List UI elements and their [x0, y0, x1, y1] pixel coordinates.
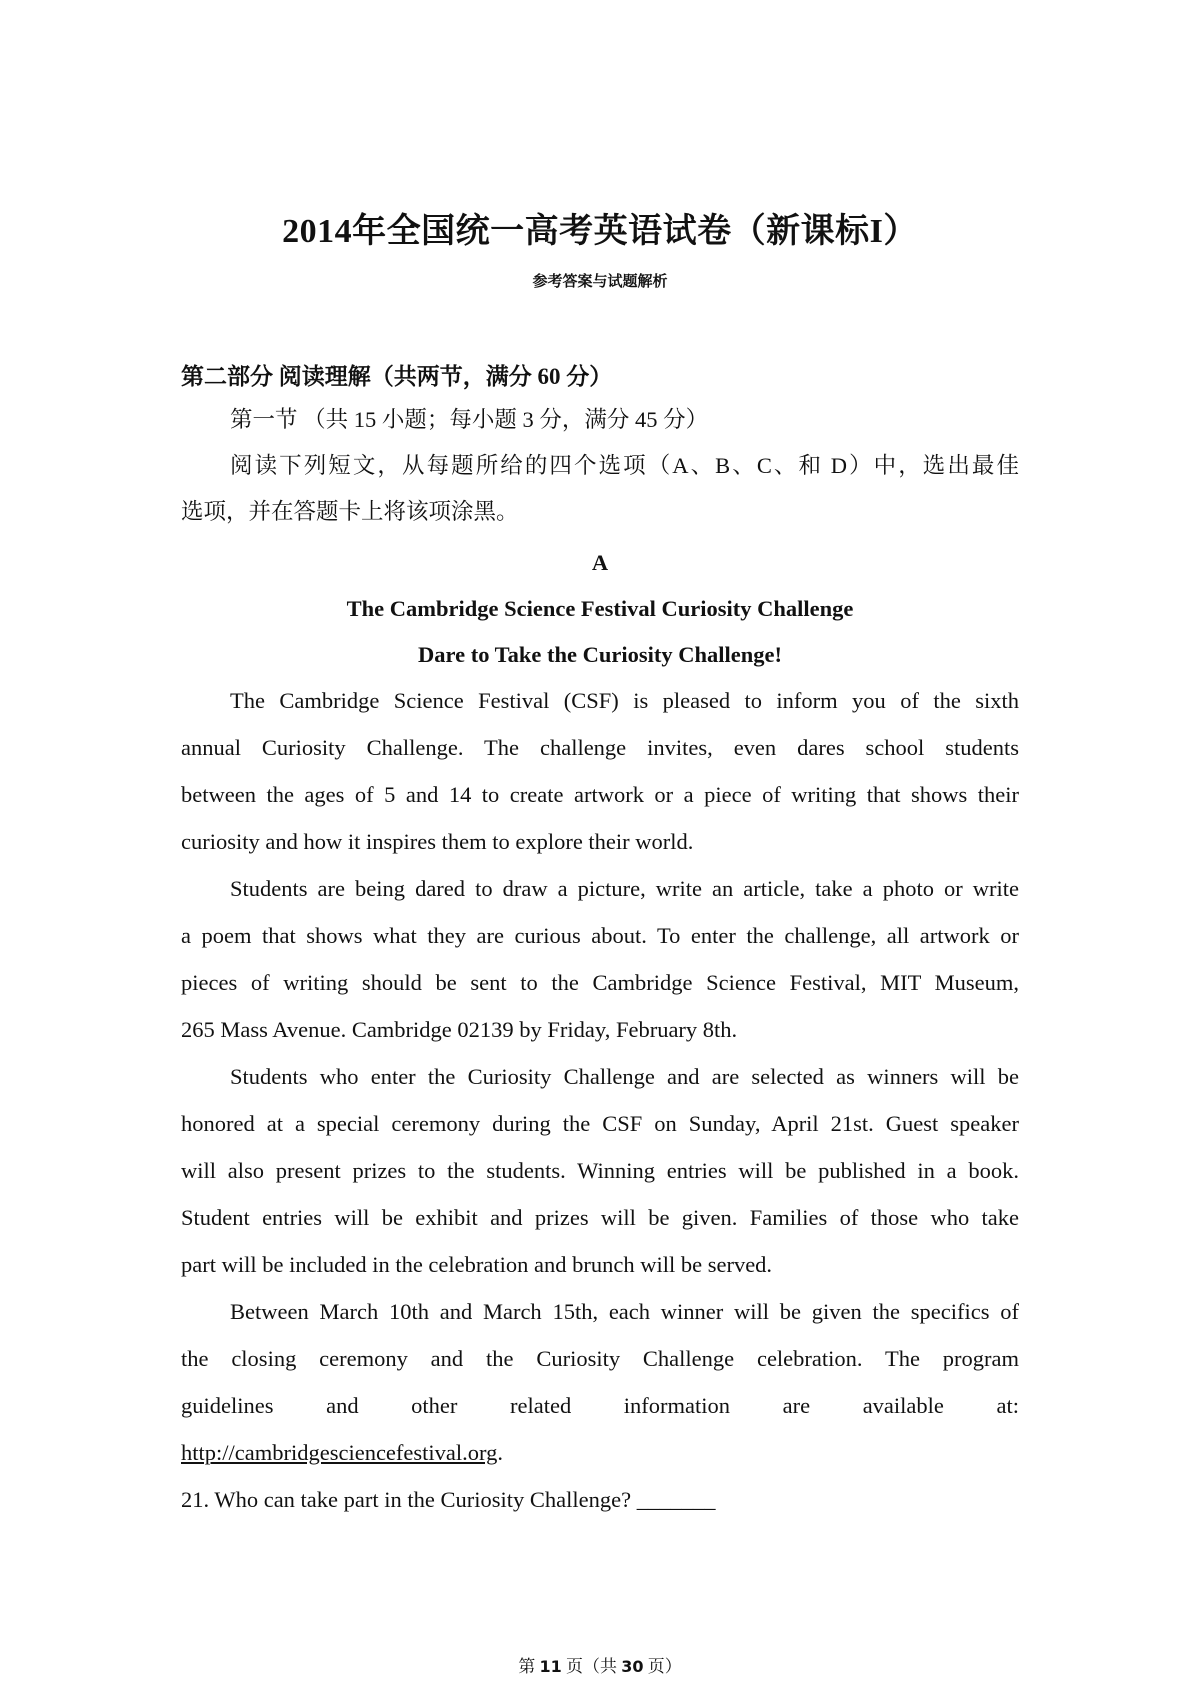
page-number: 11 — [539, 1657, 562, 1676]
paragraph-line: honored at a special ceremony during the CSF on Sunday, April 21st. Guest speaker — [181, 1111, 1019, 1136]
page-footer — [0, 1652, 1200, 1677]
paragraph-line: the closing ceremony and the Curiosity Challenge celebration. The program — [181, 1346, 1019, 1371]
passage-heading: Dare to Take the Curiosity Challenge! — [418, 642, 782, 667]
question-21: 21. Who can take part in the Curiosity Challenge? _______ — [181, 1487, 716, 1512]
url-suffix: . — [497, 1440, 503, 1465]
festival-link[interactable]: http://cambridgesciencefestival.org — [181, 1440, 498, 1465]
instruction-line: 阅读下列短文，从每题所给的四个选项（A、B、C、和 D）中，选出最佳 — [230, 453, 1019, 478]
part-heading: 第二部分 阅读理解（共两节，满分 60 分） — [181, 364, 613, 389]
page-subtitle: 参考答案与试题解析 — [532, 274, 668, 290]
instruction-line: 选项，并在答题卡上将该项涂黑。 — [181, 499, 519, 524]
paragraph-line: The Cambridge Science Festival (CSF) is pleased to inform you of the sixth — [230, 688, 1019, 713]
footer-suffix: 页） — [647, 1657, 682, 1676]
paragraph-line: pieces of writing should be sent to the Cambridge Science Festival, MIT Museum, — [181, 970, 1019, 995]
paragraph-line: between the ages of 5 and 14 to create artwork or a piece of writing that shows their — [181, 782, 1019, 807]
footer-prefix: 第 — [518, 1657, 536, 1676]
footer-middle: 页（共 — [566, 1657, 617, 1676]
paragraph-line: Students are being dared to draw a picture, write an article, take a photo or write — [230, 876, 1019, 901]
passage-label: A — [591, 550, 609, 575]
paragraph-line: will also present prizes to the students. Winning entries will be published in a book. — [181, 1158, 1019, 1183]
paragraph-line: a poem that shows what they are curious about. To enter the challenge, all artwork or — [181, 923, 1019, 948]
subsection-heading: 第一节 （共 15 小题；每小题 3 分，满分 45 分） — [230, 407, 709, 432]
passage-title: The Cambridge Science Festival Curiosity Challenge — [346, 596, 854, 621]
paragraph-line: Students who enter the Curiosity Challenge and are selected as winners will be — [230, 1064, 1019, 1089]
paragraph-line: annual Curiosity Challenge. The challenge invites, even dares school students — [181, 735, 1019, 760]
paragraph-line: 265 Mass Avenue. Cambridge 02139 by Friday, February 8th. — [181, 1017, 738, 1042]
paragraph-line: part will be included in the celebration and brunch will be served. — [181, 1252, 773, 1277]
paragraph-line: Student entries will be exhibit and prizes will be given. Families of those who take — [181, 1205, 1019, 1230]
page-total: 30 — [621, 1657, 644, 1676]
paragraph-line: guidelines and other related information are available at: — [181, 1393, 1019, 1418]
paragraph-line: Between March 10th and March 15th, each winner will be given the specifics of — [230, 1299, 1019, 1324]
url-line — [181, 1440, 503, 1466]
page-title: 2014年全国统一高考英语试卷（新课标I） — [282, 213, 918, 250]
paragraph-line: curiosity and how it inspires them to explore their world. — [181, 829, 694, 854]
